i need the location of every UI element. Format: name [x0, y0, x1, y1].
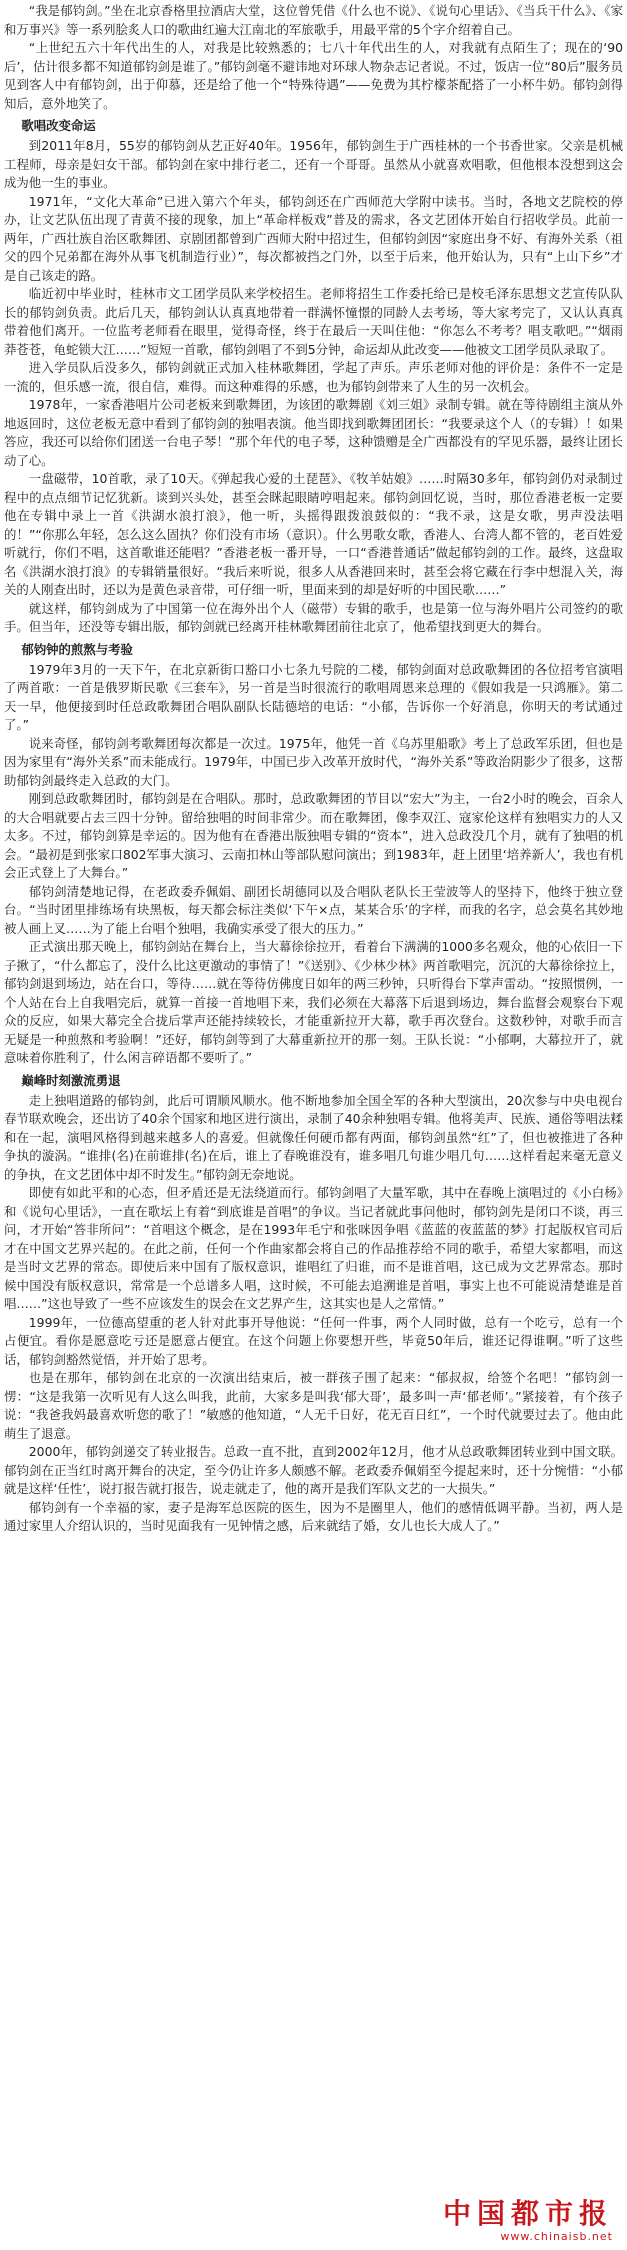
paragraph: 走上独唱道路的郁钧剑，此后可谓顺风顺水。他不断地参加全国全军的各种大型演出，20次参与中央电视台春节联欢晚会，还出访了40余个国家和地区进行演出，录制了40余种独唱专辑。他将美声、民族、通俗等唱法糅和在一起，演唱风格得到越来越多人的喜爱。但就像任何硬币都有两面，郁钧剑虽然“红”了，但也被推进了各种争执的漩涡。“谁排(名)在前谁排(名)在后，谁上了春晚谁没有，谁多唱几句谁少唱几句……这样看起来毫无意义的争执，在文艺团体中却不时发生。”郁钧剑无奈地说。 [4, 1092, 623, 1182]
logo-text: 中国都市报 [442, 2197, 613, 2230]
paragraph: 1979年3月的一天下午，在北京新街口豁口小七条九号院的二楼，郁钧剑面对总政歌舞团的各位招考官演唱了两首歌：一首是俄罗斯民歌《三套车》，另一首是当时很流行的歌唱周恩来总理的《假如我是一只鸿雁》。第二天一早，他便接到时任总政歌舞团合唱队副队长陆德培的电话：“小郁，告诉你一个好消息，你明天的考试通过了。” [4, 661, 623, 732]
footer [0, 2192, 627, 2250]
section-heading: 郁钧钟的煎熬与考验 [21, 641, 133, 657]
paragraph: 1978年，一家香港唱片公司老板来到歌舞团，为该团的歌舞剧《刘三姐》录制专辑。就在等待剧组主演从外地返回时，这位老板无意中看到了郁钧剑的独唱表演。他当即找到歌舞团团长：“我要录这个人（的专辑）！如果答应，我还可以给你们团送一台电子琴！”那个年代的电子琴，这种馈赠是全广西都没有的罕见乐器，最终让团长动了心。 [4, 397, 623, 468]
paragraph: “我是郁钧剑。”坐在北京香格里拉酒店大堂，这位曾凭借《什么也不说》、《说句心里话》、《当兵干什么》、《家和万事兴》等一系列脍炙人口的歌曲红遍大江南北的军旅歌手，用最平常的5个字介绍着自己。 [4, 3, 623, 37]
paragraph: 即使有如此平和的心态，但矛盾还是无法绕道而行。郁钧剑唱了大量军歌，其中在春晚上演唱过的《小白杨》和《说句心里话》，一直在歌坛上有着“到底谁是首唱”的争议。当记者就此事问他时，郁钧剑先是闭口不谈，再三问，才开始“答非所问”：“首唱这个概念，是在1993年毛宁和张咪因争唱《蓝蓝的夜蓝蓝的梦》打起版权官司后才在中国文艺界兴起的。在此之前，任何一个作曲家都会将自己的作品推荐给不同的歌手，希望大家都唱，而这是当时文艺界的常态。即使后来中国有了版权意识，谁唱红了归谁，而不是谁首唱，这已成为文艺界常态。那时候中国没有版权意识，常常是一个总谱多人唱，这时候，不可能去追溯谁是首唱，事实上也不可能说清楚谁是首唱……”这也导致了一些不应该发生的误会在文艺界产生，这其实也是人之常情。” [4, 1185, 623, 1311]
section-heading: 巅峰时刻激流勇退 [21, 1072, 121, 1088]
paragraph: 郁钧剑有一个幸福的家，妻子是海军总医院的医生，因为不是圈里人，他们的感情低调平静。当初，两人是通过家里人介绍认识的，当时见面我有一见钟情之感，后来就结了婚，女儿也长大成人了。” [4, 1499, 623, 1533]
paragraph: 刚到总政歌舞团时，郁钧剑是在合唱队。那时，总政歌舞团的节目以“宏大”为主，一台2小时的晚会，百余人的大合唱就要占去三四十分钟。留给独唱的时间非常少。而在歌舞团，像李双江、寇家伦这样有独唱实力的人又太多。不过，郁钧剑算是幸运的。因为他有在香港出版独唱专辑的“资本”，进入总政没几个月，就有了独唱的机会。“最初是到张家口802军事大演习、云南扣林山等部队慰问演出；到1983年，赶上团里‘培养新人’，我也有机会正式登上了大舞台。” [4, 791, 623, 880]
paragraph: 2000年，郁钧剑递交了转业报告。总政一直不批，直到2002年12月，他才从总政歌舞团转业到中国文联。郁钧剑在正当红时离开舞台的决定，至今仍让许多人颇感不解。老政委乔佩娟至今提起来时，还十分惋惜：“小郁就是这样‘任性’，说打报告就打报告，说走就走了，他的离开是我们军队文艺的一大损失。” [4, 1444, 623, 1496]
logo-url: www.chinaisb.net [500, 2230, 613, 2243]
paragraph: “上世纪五六十年代出生的人，对我是比较熟悉的；七八十年代出生的人，对我就有点陌生了；现在的‘90后’，估计很多都不知道郁钧剑是谁了。”郁钧剑毫不避讳地对环球人物杂志记者说。不过，饭店一位“80后”服务员见到客人中有郁钧剑，出于仰慕，还是给了他一个“特殊待遇”——免费为其柠檬茶配搭了一小杯牛奶。郁钧剑得知后，意外地笑了。 [4, 40, 623, 111]
paragraph: 说来奇怪，郁钧剑考歌舞团每次都是一次过。1975年，他凭一首《乌苏里船歌》考上了总政军乐团，但也是因为家里有“海外关系”而未能成行。1979年，中国已步入改革开放时代，“海外关系”等政治阴影少了很多，这帮助郁钧剑最终走入总政的大门。 [4, 735, 623, 788]
paragraph: 就这样，郁钧剑成为了中国第一位在海外出个人（磁带）专辑的歌手，也是第一位与海外唱片公司签约的歌手。但当年，还没等专辑出版，郁钧剑就已经离开桂林歌舞团前往北京了，他希望找到更大的舞台。 [4, 600, 623, 634]
paragraph: 一盘磁带，10首歌，录了10天。《弹起我心爱的土琵琶》、《牧羊姑娘》……时隔30多年，郁钧剑仍对录制过程中的点点细节记忆犹新。谈到兴头处，甚至会眯起眼睛哼唱起来。郁钧剑回忆说，当时，那位香港老板一定要他在专辑中录上一首《洪湖水浪打浪》，他一听，头摇得跟拨浪鼓似的：“我不录，这是女歌，男声没法唱的！”“你那么年轻，怎么这么固执？你们没有市场（意识）。什么男歌女歌，香港人、台湾人都不管的，老百姓爱听就行，你们不唱，这首歌谁还能唱？”香港老板一番开导，一口“香港普通话”做起郁钧剑的工作。最终，这盘取名《洪湖水浪打浪》的专辑销量很好。“我后来听说，很多人从香港回来时，甚至会将它藏在行李中想混入关，海关的人刚查出时，还以为是黄色录音带，可仔细一听，里面来到的却是好听的中国民歌……” [4, 471, 623, 597]
paragraph: 郁钧剑清楚地记得，在老政委乔佩娟、副团长胡德同以及合唱队老队长王莹波等人的坚持下，他终于独立登台。“当时团里排练场有块黑板，每天都会标注类似‘下午×点，某某合乐’的字样，而我的名字，总会莫名其妙地被人画上叉……为了能上台唱个独唱，我确实承受了很大的压力。” [4, 883, 623, 936]
paragraph: 到2011年8月，55岁的郁钧剑从艺正好40年。1956年，郁钧剑生于广西桂林的一个书香世家。父亲是机械工程师，母亲是妇女干部。郁钧剑在家中排行老二，还有一个哥哥。虽然从小就喜欢唱歌，但他根本没想到这会成为他一生的事业。 [4, 138, 623, 190]
paragraph: 临近初中毕业时，桂林市文工团学员队来学校招生。老师将招生工作委托给已是校毛泽东思想文艺宣传队队长的郁钧剑负责。此后几天，郁钧剑认认真真地带着一群满怀憧憬的同龄人去考场，等大家考完了，又认认真真带着他们离开。一位监考老师看在眼里，觉得奇怪，终于在最后一天叫住他：“你怎么不考考？唱支歌吧。”“烟雨莽苍苍，龟蛇锁大江……”短短一首歌，郁钧剑唱了不到5分钟，命运却从此改变——他被文工团学员队录取了。 [4, 286, 623, 357]
paragraph: 也是在那年，郁钧剑在北京的一次演出结束后，被一群孩子围了起来：“郁叔叔，给签个名吧！”郁钧剑一愣：“这是我第一次听见有人这么叫我，此前，大家多是叫我‘郁大哥’，最多叫一声‘郁老师’。”紧接着，有个孩子说：“我爸我妈最喜欢听您的歌了！”敏感的他知道，“人无千日好，花无百日红”，一个时代就要过去了。他由此萌生了退意。 [4, 1370, 623, 1441]
paragraph: 1971年，“文化大革命”已进入第六个年头，郁钧剑还在广西师范大学附中读书。当时，各地文艺院校的停办，让文艺队伍出现了青黄不接的现象，加上“革命样板戏”普及的需求，各文艺团体开始自行招收学员。此前一两年，广西壮族自治区歌舞团、京剧团都曾到广西师大附中招过生，但郁钧剑因“家庭出身不好、有海外关系（祖父的四个兄弟都在海外从事飞机制造行业）”，每次都被挡之门外，以至于后来，他开始认为，只有“上山下乡”才是自己该走的路。 [4, 193, 623, 283]
section-heading: 歌唱改变命运 [21, 118, 96, 133]
site-logo [443, 2198, 613, 2243]
paragraph: 进入学员队后没多久，郁钧剑就正式加入桂林歌舞团，学起了声乐。声乐老师对他的评价是：条件不一定是一流的，但乐感一流，很自信，难得。而这种难得的乐感，也为郁钧剑带来了人生的另一次机会。 [4, 360, 623, 394]
paragraph: 正式演出那天晚上，郁钧剑站在舞台上，当大幕徐徐拉开，看着台下满满的1000多名观众，他的心依旧一下子揪了，“什么都忘了，没什么比这更激动的事情了！”《送别》、《少林少林》两首歌唱完，沉沉的大幕徐徐拉上，郁钧剑退到场边，站在台口，等待……就在等待仿佛度日如年的两三秒钟，只听得台下掌声雷动。“按照惯例，一个人站在台上自我唱完后，就算一首接一首地唱下来，我们必须在大幕落下后退到场边，舞台监督会观察台下观众的反应，如果大幕完全合拢后掌声还能持续较长，才能重新拉开大幕，歌手再次登台。这数秒钟，对歌手而言无疑是一种煎熬和考验啊！”还好，郁钧剑等到了大幕重新拉开的那一刻。王队长说：“小郁啊，大幕拉开了，就意味着你胜利了，什么闲言碎语都不要听了。” [4, 939, 623, 1065]
paragraph: 1999年，一位德高望重的老人针对此事开导他说：“任何一件事，两个人同时做，总有一个吃亏，总有一个占便宜。看你是愿意吃亏还是愿意占便宜。在这个问题上你要想开些，毕竟50年后，谁还记得谁啊。”听了这些话，郁钧剑豁然觉悟，并开始了思考。 [4, 1314, 623, 1367]
